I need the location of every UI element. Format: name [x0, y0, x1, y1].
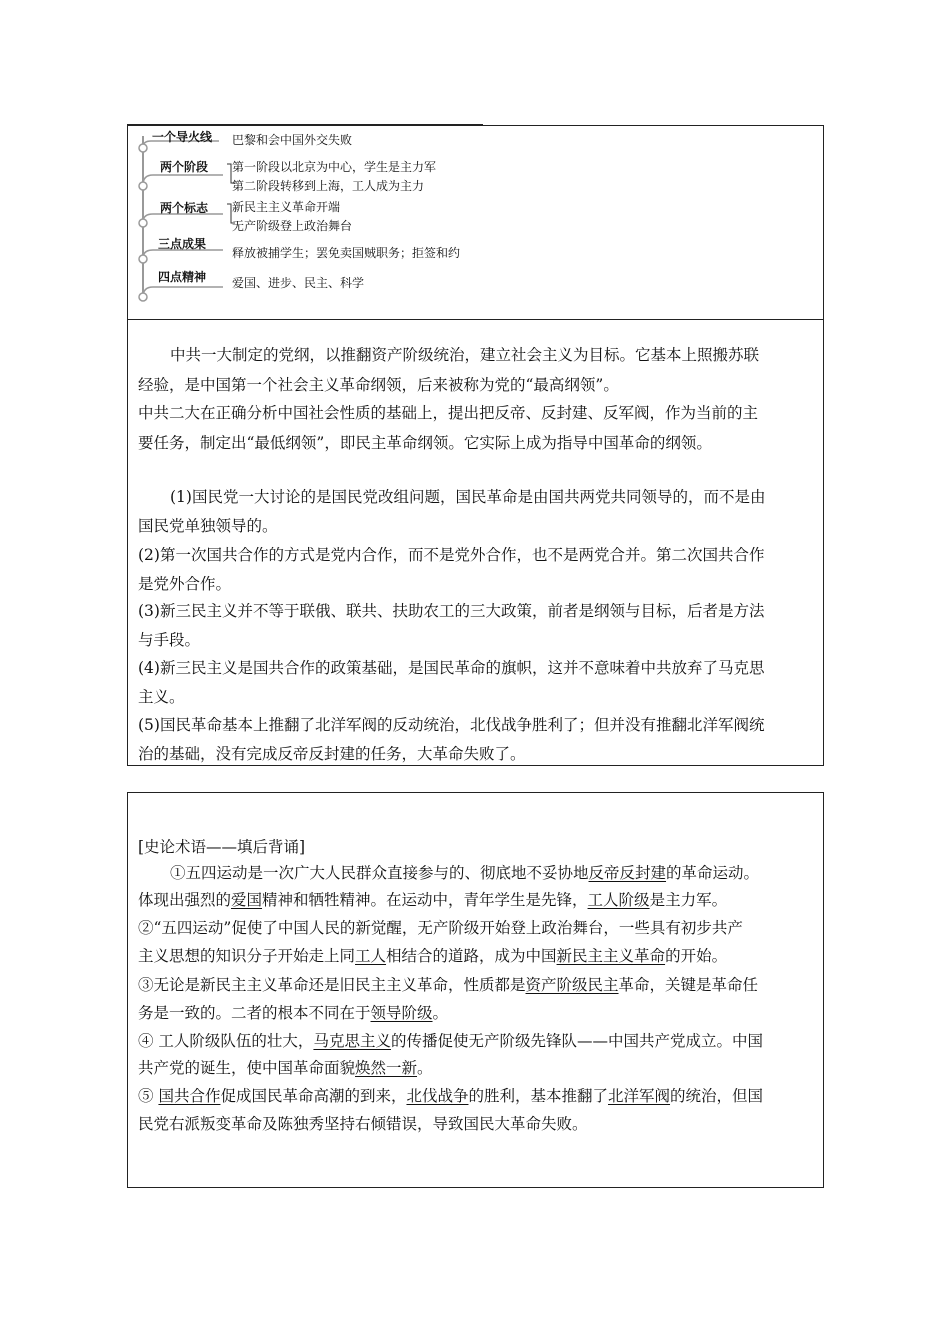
text: 革命，关键是革命任	[618, 976, 759, 994]
blank-answer: 反帝反封建	[588, 864, 667, 882]
branch-item-4-1: 释放被捕学生；罢免卖国贼职务；拒签和约	[232, 246, 461, 260]
term-5-line-1	[138, 1086, 818, 1106]
text: 相结合的道路，成为中国	[386, 947, 557, 965]
point-3-line-2: 与手段。	[138, 631, 201, 649]
para-2-line-1: 中共二大在正确分析中国社会性质的基础上，提出把反帝、反封建、反军阀，作为当前的主	[138, 404, 759, 422]
branch-label-1: 一个导火线	[152, 130, 213, 144]
text: 。	[417, 1059, 433, 1077]
text: 务是一致的。二者的根本不同在于	[138, 1004, 371, 1022]
term-2-line-1: ②“五四运动”促使了中国人民的新觉醒，无产阶级开始登上政治舞台，一些具有初步共产	[138, 919, 743, 937]
branch-item-2-1: 第一阶段以北京为中心，学生是主力军	[232, 160, 437, 174]
blank-answer: 领导阶级	[370, 1004, 433, 1022]
branch-label-2: 两个阶段	[160, 160, 209, 174]
term-1-line-1	[138, 863, 818, 883]
text: ③无论是新民主主义革命还是旧民主主义革命，性质都是	[138, 976, 526, 994]
text: 体现出强烈的	[138, 891, 232, 909]
text: 的统治，但国	[670, 1087, 764, 1105]
branch-label-3: 两个标志	[160, 201, 209, 215]
point-2-line-2: 是党外合作。	[138, 575, 232, 593]
term-3-line-1	[138, 975, 818, 995]
text: 的传播促使无产阶级先锋队——中国共产党成立。中国	[390, 1032, 763, 1050]
term-5-line-2: 民党右派叛变革命及陈独秀坚持右倾错误，导致国民大革命失败。	[138, 1115, 588, 1133]
point-1-line-1: (1)国民党一大讨论的是国民党改组问题，国民革命是由国共两党共同领导的，而不是由	[170, 488, 766, 506]
term-4-line-2	[138, 1058, 818, 1078]
point-4-line-2: 主义。	[138, 688, 185, 706]
text: 是主力军。	[649, 891, 728, 909]
point-5-line-1: (5)国民革命基本上推翻了北洋军阀的反动统治，北伐战争胜利了；但并没有推翻北洋军阀统	[138, 716, 765, 734]
blank-answer: 焕然一新	[355, 1059, 418, 1077]
blank-answer: 工人	[355, 947, 387, 965]
text: 的胜利，基本推翻了	[468, 1087, 608, 1105]
term-3-line-2	[138, 1003, 818, 1023]
blank-answer: 工人阶级	[587, 891, 650, 909]
point-5-line-2: 治的基础，没有完成反帝反封建的任务，大革命失败了。	[138, 745, 526, 763]
blank-answer: 马克思主义	[313, 1032, 391, 1050]
para-2-line-2: 要任务，制定出“最低纲领”，即民主革命纲领。它实际上成为指导中国革命的纲领。	[138, 434, 712, 452]
blank-answer: 北伐战争	[406, 1087, 469, 1105]
para-1-line-1: 中共一大制定的党纲，以推翻资产阶级统治，建立社会主义为目标。它基本上照搬苏联	[170, 346, 760, 364]
text: ⑤	[138, 1087, 159, 1105]
text: 精神和牺牲精神。在运动中，青年学生是先锋，	[262, 891, 588, 909]
text: 的开始。	[665, 947, 728, 965]
text: 促成国民革命高潮的到来，	[220, 1087, 407, 1105]
blank-answer: 资产阶级民主	[525, 976, 619, 994]
branch-item-3-1: 新民主主义革命开端	[232, 200, 341, 214]
branch-item-1-1: 巴黎和会中国外交失败	[232, 133, 353, 147]
text: 主义思想的知识分子开始走上同	[138, 947, 356, 965]
point-2-line-1: (2)第一次国共合作的方式是党内合作，而不是党外合作，也不是两党合并。第二次国共合作	[138, 546, 765, 564]
text: 。	[432, 1004, 449, 1022]
blank-answer: 国共合作	[158, 1087, 221, 1105]
term-2-line-2	[138, 946, 818, 966]
text: 的革命运动。	[666, 864, 760, 882]
text: ①五四运动是一次广大人民群众直接参与的、彻底地不妥协地	[170, 864, 589, 882]
text: 共产党的诞生，使中国革命面貌	[138, 1059, 356, 1077]
point-4-line-1: (4)新三民主义是国共合作的政策基础，是国民革命的旗帜，这并不意味着中共放弃了马克思	[138, 659, 765, 677]
point-3-line-1: (3)新三民主义并不等于联俄、联共、扶助农工的三大政策，前者是纲领与目标，后者是方法	[138, 602, 765, 620]
branch-item-5-1: 爱国、进步、民主、科学	[232, 276, 365, 290]
text: ④ 工人阶级队伍的壮大，	[138, 1032, 314, 1050]
branch-label-5: 四点精神	[158, 270, 207, 284]
blank-answer: 北洋军阀	[608, 1087, 671, 1105]
term-1-line-2	[138, 890, 818, 910]
terms-heading: [史论术语——填后背诵]	[138, 838, 306, 856]
para-1-line-2: 经验，是中国第一个社会主义革命纲领，后来被称为党的“最高纲领”。	[138, 376, 619, 394]
branch-item-3-2: 无产阶级登上政治舞台	[232, 219, 353, 233]
blank-answer: 新民主主义革命	[556, 947, 666, 965]
term-4-line-1	[138, 1031, 818, 1051]
point-1-line-2: 国民党单独领导的。	[138, 517, 278, 535]
branch-item-2-2: 第二阶段转移到上海，工人成为主力	[232, 179, 425, 193]
branch-label-4: 三点成果	[158, 237, 207, 251]
blank-answer: 爱国	[231, 891, 263, 909]
